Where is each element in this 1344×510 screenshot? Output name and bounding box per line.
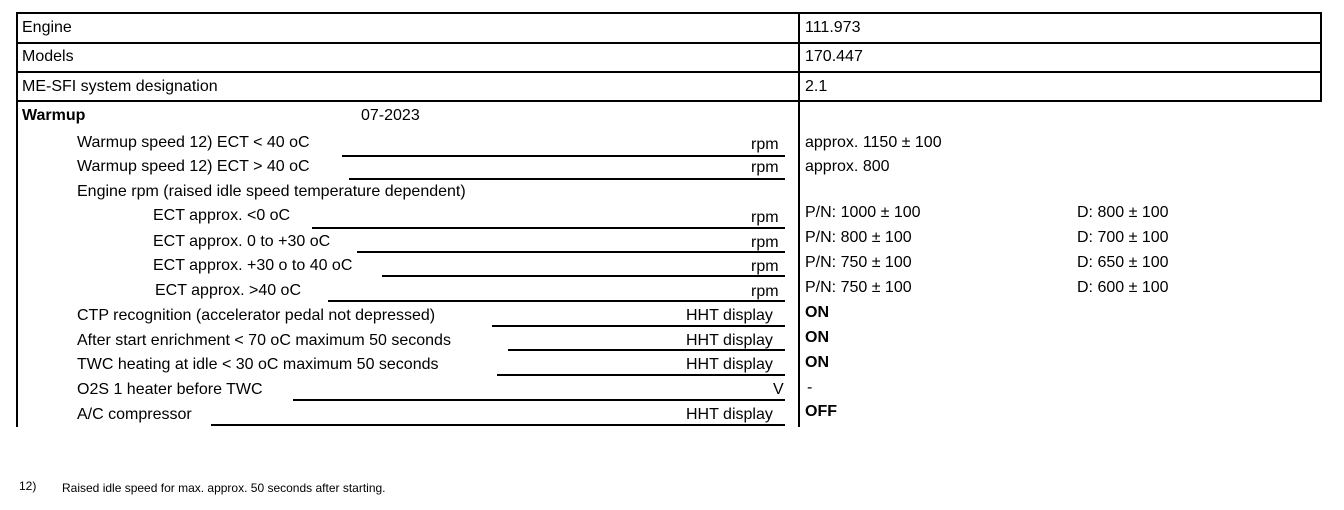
row-unit: HHT display xyxy=(686,332,773,349)
leader-line xyxy=(342,155,785,157)
row-label: ECT approx. 0 to +30 oC xyxy=(153,233,331,250)
leader-line xyxy=(312,227,785,229)
row-label: ECT approx. +30 o to 40 oC xyxy=(153,257,353,274)
row-label: TWC heating at idle < 30 oC maximum 50 seconds xyxy=(77,356,439,373)
row-value-drive: D: 800 ± 100 xyxy=(1077,204,1169,221)
footnote-marker: 12) xyxy=(19,479,37,493)
row-value-drive: D: 600 ± 100 xyxy=(1077,279,1169,296)
row-unit: HHT display xyxy=(686,356,773,373)
warmup-date: 07-2023 xyxy=(361,107,420,124)
row-label: ECT approx. <0 oC xyxy=(153,207,291,224)
system-designation-value: 2.1 xyxy=(805,78,828,95)
row-value: ON xyxy=(805,304,829,321)
row-value: approx. 800 xyxy=(805,158,890,175)
leader-line xyxy=(293,399,785,401)
row-value: OFF xyxy=(805,403,837,420)
engine-value: 111.973 xyxy=(805,19,861,36)
row-value-drive: D: 700 ± 100 xyxy=(1077,229,1169,246)
row-label: A/C compressor xyxy=(77,406,192,423)
row-label: Warmup speed 12) ECT < 40 oC xyxy=(77,134,310,151)
row-unit: HHT display xyxy=(686,406,773,423)
row-label: After start enrichment < 70 oC maximum 50 seconds xyxy=(77,332,451,349)
footnote-text: Raised idle speed for max. approx. 50 seconds after starting. xyxy=(62,481,386,495)
row-label: O2S 1 heater before TWC xyxy=(77,381,263,398)
row-unit: rpm xyxy=(751,209,779,226)
leader-line xyxy=(328,300,785,302)
row-value: P/N: 1000 ± 100 xyxy=(805,204,921,221)
row-unit: rpm xyxy=(751,136,779,153)
row-value: P/N: 800 ± 100 xyxy=(805,229,912,246)
leader-line xyxy=(357,251,785,253)
row-label: Warmup speed 12) ECT > 40 oC xyxy=(77,158,310,175)
row-label: ECT approx. >40 oC xyxy=(155,282,302,299)
row-unit: rpm xyxy=(751,234,779,251)
engine-label: Engine xyxy=(22,19,72,36)
leader-line xyxy=(382,275,785,277)
row-value-drive: D: 650 ± 100 xyxy=(1077,254,1169,271)
models-value: 170.447 xyxy=(805,48,863,65)
row-unit: HHT display xyxy=(686,307,773,324)
row-unit: V xyxy=(773,381,784,398)
row-unit: rpm xyxy=(751,283,779,300)
leader-line xyxy=(349,178,785,180)
row-value: ON xyxy=(805,329,829,346)
row-value: P/N: 750 ± 100 xyxy=(805,254,912,271)
row-value: approx. 1150 ± 100 xyxy=(805,134,942,151)
warmup-title: Warmup xyxy=(22,107,86,124)
row-unit: rpm xyxy=(751,258,779,275)
row-label: CTP recognition (accelerator pedal not depressed) xyxy=(77,307,436,324)
models-label: Models xyxy=(22,48,74,65)
row-value: P/N: 750 ± 100 xyxy=(805,279,912,296)
system-designation-label: ME-SFI system designation xyxy=(22,78,218,95)
row-unit: rpm xyxy=(751,159,779,176)
row-value: ON xyxy=(805,354,829,371)
row-value: - xyxy=(807,379,813,396)
engine-rpm-subheading: Engine rpm (raised idle speed temperature dependent) xyxy=(77,183,466,200)
